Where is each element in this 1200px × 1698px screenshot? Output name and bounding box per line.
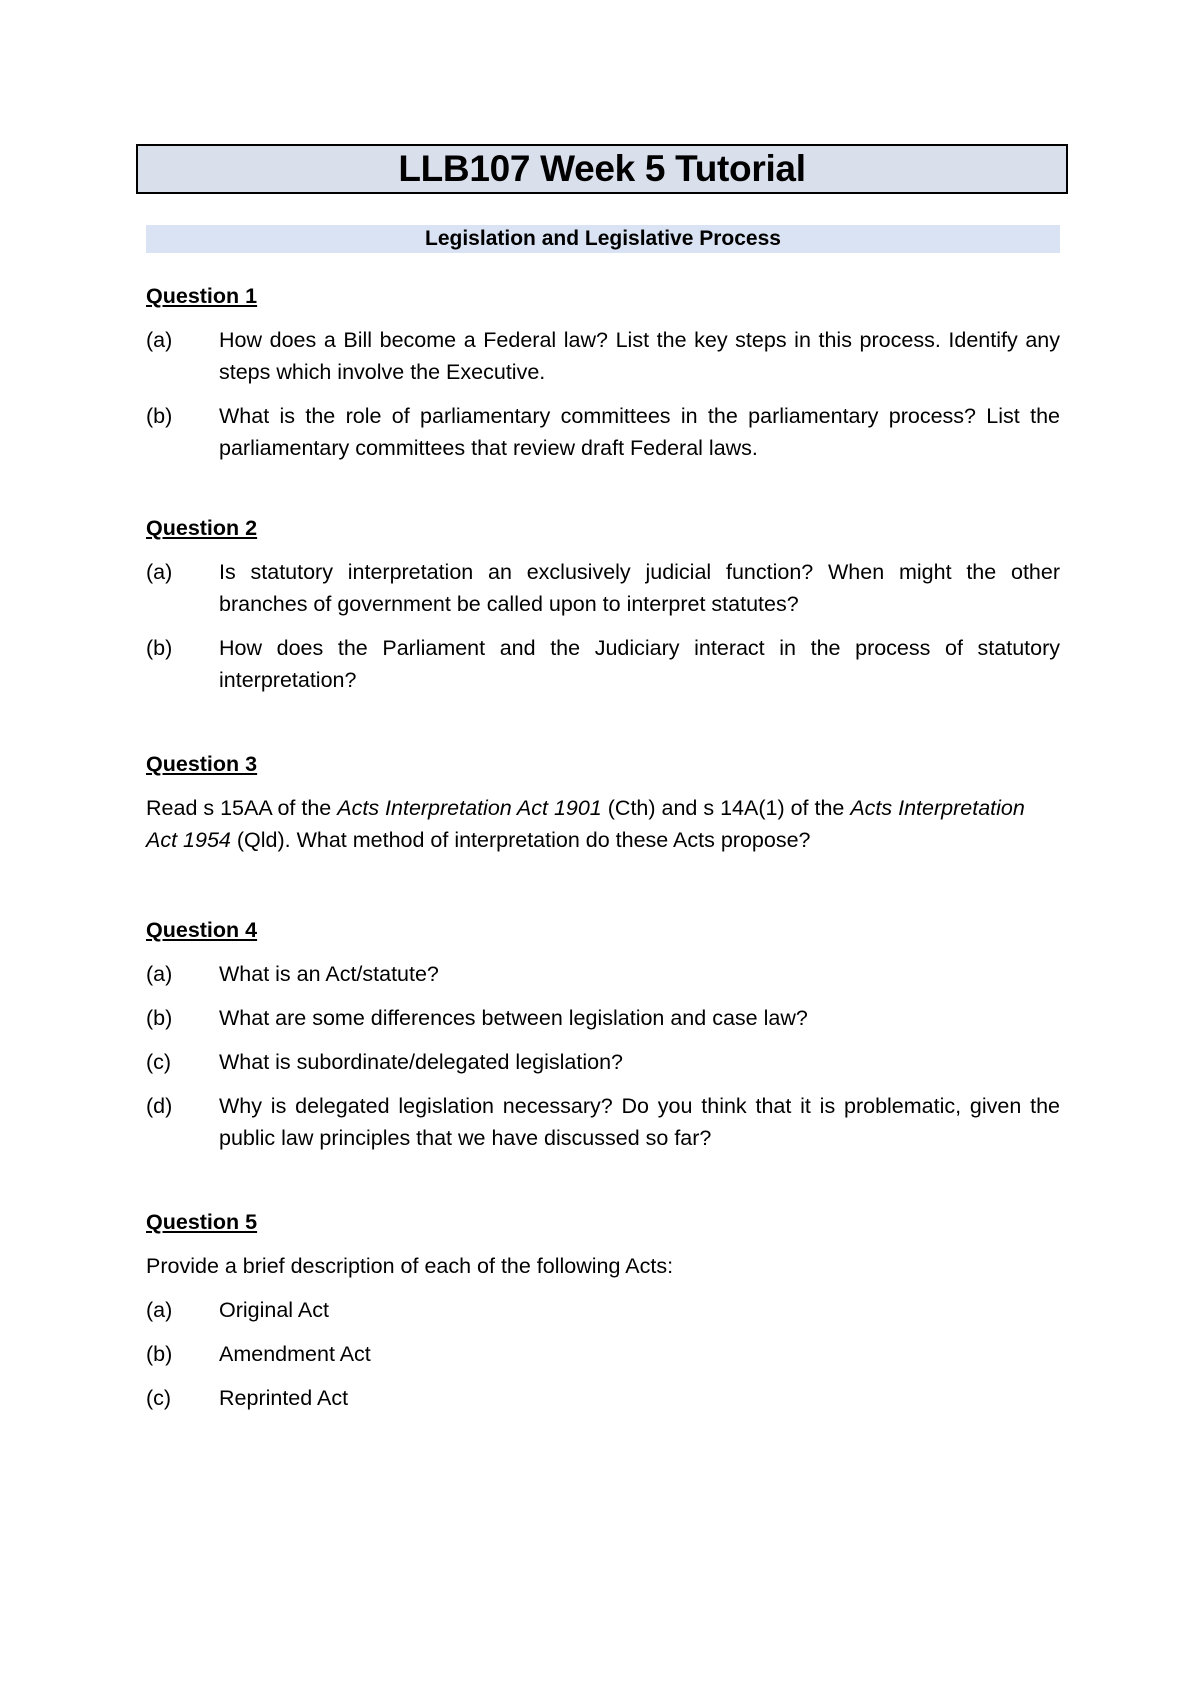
item-label: (d) — [146, 1094, 173, 1118]
item-label: (a) — [146, 1298, 173, 1322]
question-heading: Question 1 — [146, 284, 258, 308]
paragraph-text: (Cth) and s 14A(1) of the — [601, 796, 851, 820]
paragraph-text: Read s 15AA of the — [146, 796, 338, 820]
item-text: Amendment Act — [219, 1342, 371, 1366]
question-item — [146, 1090, 1060, 1154]
act-title: Acts Interpretation Act 1954 — [146, 796, 1025, 852]
question-4 — [146, 914, 1060, 1154]
item-text: How does the Parliament and the Judiciary interact in the process of statutory interpretation? — [219, 636, 1060, 692]
item-label: (a) — [146, 328, 173, 352]
paragraph-text: (Qld). What method of interpretation do these Acts propose? — [230, 828, 811, 852]
item-text: Is statutory interpretation an exclusively judicial function? When might the other branches of government be called upon to interpret statutes? — [219, 560, 1060, 616]
question-item — [146, 400, 1060, 464]
question-2 — [146, 512, 1060, 696]
item-text: What is the role of parliamentary committees in the parliamentary process? List the parliamentary committees that review draft Federal laws. — [219, 404, 1060, 460]
item-text: How does a Bill become a Federal law? List the key steps in this process. Identify any steps which involve the Executive. — [219, 328, 1060, 384]
tutorial-content — [146, 280, 1060, 1426]
item-text: What is an Act/statute? — [219, 962, 439, 986]
question-item — [146, 324, 1060, 388]
item-text: What are some differences between legislation and case law? — [219, 1006, 808, 1030]
item-label: (c) — [146, 1386, 172, 1410]
item-label: (a) — [146, 962, 173, 986]
question-heading: Question 5 — [146, 1210, 258, 1234]
question-item — [146, 1338, 1060, 1370]
item-text: Original Act — [219, 1298, 329, 1322]
item-label: (a) — [146, 560, 173, 584]
item-label: (b) — [146, 1006, 173, 1030]
page-title: LLB107 Week 5 Tutorial — [398, 148, 806, 189]
question-item — [146, 632, 1060, 696]
question-5 — [146, 1206, 1060, 1414]
item-label: (c) — [146, 1050, 172, 1074]
question-heading: Question 2 — [146, 516, 258, 540]
question-item — [146, 1294, 1060, 1326]
item-label: (b) — [146, 1342, 173, 1366]
question-intro: Provide a brief description of each of the following Acts: — [146, 1254, 674, 1278]
question-item — [146, 1382, 1060, 1414]
item-text: Why is delegated legislation necessary? Do you think that it is problematic, given the public law principles that we have discussed so far? — [219, 1094, 1060, 1150]
subtitle-bar — [146, 225, 1060, 253]
question-item — [146, 556, 1060, 620]
title-box — [136, 144, 1068, 194]
item-label: (b) — [146, 404, 173, 428]
question-1 — [146, 280, 1060, 464]
item-text: Reprinted Act — [219, 1386, 349, 1410]
act-title: Acts Interpretation Act 1901 — [337, 796, 602, 820]
question-3 — [146, 748, 1060, 856]
question-item — [146, 1002, 1060, 1034]
item-text: What is subordinate/delegated legislation? — [219, 1050, 623, 1074]
question-item — [146, 958, 1060, 990]
question-heading: Question 4 — [146, 918, 258, 942]
item-label: (b) — [146, 636, 173, 660]
page-subtitle: Legislation and Legislative Process — [425, 227, 781, 250]
question-paragraph — [146, 792, 1060, 856]
question-heading: Question 3 — [146, 752, 258, 776]
question-item — [146, 1046, 1060, 1078]
